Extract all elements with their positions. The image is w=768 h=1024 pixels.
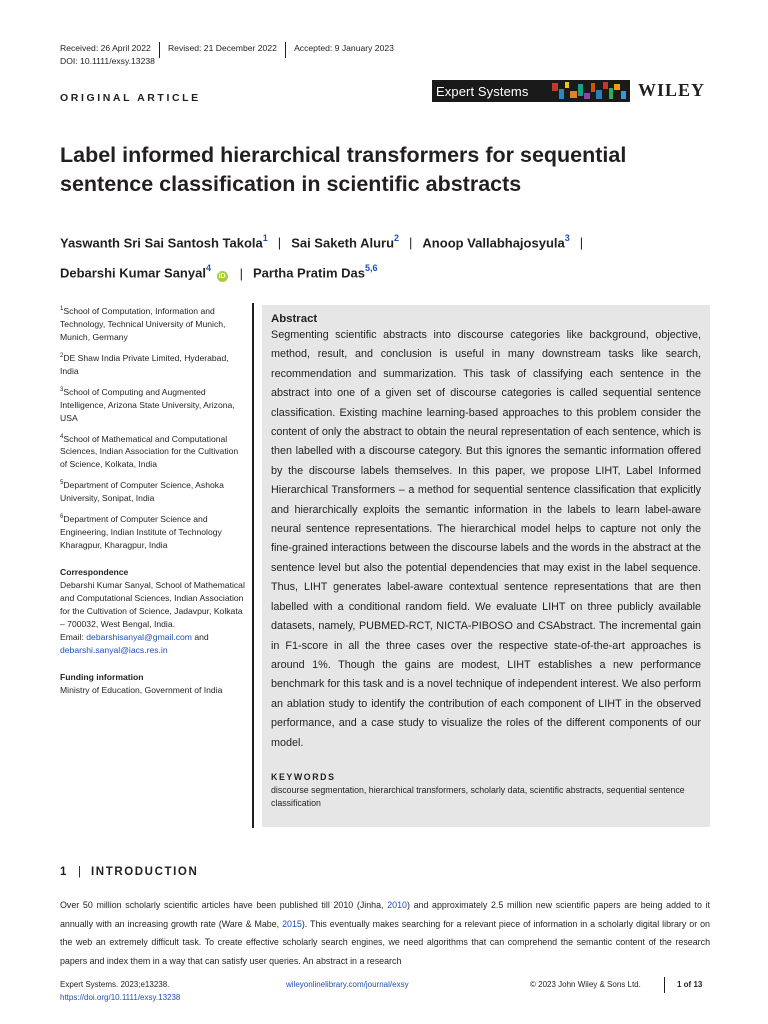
page-number: 1 of 13 [677, 980, 703, 989]
article-type: ORIGINAL ARTICLE [60, 92, 201, 104]
author-name[interactable]: Yaswanth Sri Sai Santosh Takola [60, 235, 263, 251]
journal-url-link[interactable]: wileyonlinelibrary.com/journal/exsy [286, 980, 409, 989]
affiliation-text: School of Mathematical and Computational Sciences, Indian Association for the Cultivation of Science, Kolkata, India [60, 433, 239, 470]
affiliation [60, 350, 246, 378]
author-separator: | [277, 235, 282, 251]
keywords-heading: KEYWORDS [271, 771, 336, 782]
abstract-text: Segmenting scientific abstracts into discourse categories like background, objective, method, result, and conclusion is useful in many downstream tasks like search, recommendation and summarization. This task of classifying each sentence in the abstract into one of a given set of discourse categories is called sequential sentence classification. Existing machine learning-based approaches to this problem consider the content of only the abstract to obtain the neural representation of each sentence, which is then labelled with a discourse category. But this ignores the semantic information offered by the discourse labels themselves. In this paper, we propose LIHT, Label Informed Hierarchical Transformers – a method for sequential sentence classification that explicitly and hierarchically exploits the semantic information in the labels to learn label-aware neural sentence representations. The hierarchical model helps to capture not only the fine-grained interactions between the discourse labels and the words in the abstract at the sentence level but also the potential dependencies that may exist in the label sequence. Thus, LIHT generates label-aware contextual sentence representations that are then labelled with a conditional random field. We evaluate LIHT on three publicly available datasets, namely, PUBMED-RCT, NICTA-PIBOSO and CSAbstract. The incremental gain in F1-score in all the three cases over the respective state-of-the-art approaches is around 1%. Though the gains are modest, LIHT establishes a new performance benchmark for this task and is a novel technique of independent interest. We also perform an ablation study to identify the contribution of each component of LIHT in the observed performance, and a case study to visualize the roles of the different components of our model. [271, 329, 701, 749]
email-link[interactable]: debarshisanyal@gmail.com [86, 632, 192, 643]
introduction-paragraph [60, 896, 710, 970]
divider [159, 42, 160, 58]
affiliation-text: School of Computing and Augmented Intelligence, Arizona State University, Arizona, USA [60, 386, 235, 423]
author-name[interactable]: Debarshi Kumar Sanyal [60, 265, 206, 281]
section-heading [60, 866, 198, 878]
doi: DOI: 10.1111/exsy.13238 [60, 56, 155, 66]
affiliation-text: School of Computation, Information and Technology, Technical University of Munich, Munich, Germany [60, 305, 226, 342]
affiliation [60, 477, 246, 505]
affiliation-number: 3 [60, 386, 64, 393]
affiliation [60, 384, 246, 425]
journal-name: Expert Systems [436, 83, 529, 99]
email-link[interactable]: debarshi.sanyal@iacs.res.in [60, 645, 168, 656]
journal-banner-art-icon [552, 80, 630, 102]
author-separator: | [409, 235, 413, 251]
affiliation-ref[interactable]: 1 [262, 233, 268, 243]
accepted-date: Accepted: 9 January 2023 [294, 43, 394, 53]
revised-date: Revised: 21 December 2022 [167, 43, 277, 53]
affiliation-ref[interactable]: 4 [205, 263, 211, 274]
email-and: and [191, 632, 209, 643]
journal-citation: Expert Systems. 2023;e13238. [60, 980, 170, 989]
correspondence-email [60, 631, 246, 657]
paragraph-text: Over 50 million scholarly scientific articles have been published till 2010 (Jinha, [60, 900, 388, 910]
section-separator: | [78, 866, 81, 878]
affiliation-ref[interactable]: 3 [564, 233, 570, 243]
affiliation [60, 431, 246, 472]
affiliation-number: 6 [60, 514, 64, 521]
abstract-heading: Abstract [271, 313, 318, 325]
correspondence-text: Debarshi Kumar Sanyal, School of Mathematical and Computational Sciences, Indian Association for the Cultivation of Science, Jadavpur, Kolkata – 700032, West Bengal, India. [60, 580, 245, 630]
affiliation-text: Department of Computer Science and Engineering, Indian Institute of Technology Kharagpur, Kharagpur, India [60, 514, 222, 551]
section-title: INTRODUCTION [91, 866, 199, 878]
abstract-box [262, 305, 710, 827]
article-title: Label informed hierarchical transformers for sequential sentence classification in scientific abstracts [60, 143, 627, 196]
paragraph-text: ) and approximately 2.5 million new scientific papers are being added to it annually with an increasing growth rate (Ware & Mabe, [60, 900, 710, 929]
doi-link[interactable]: https://doi.org/10.1111/exsy.13238 [60, 993, 181, 1002]
paragraph-text: ). This eventually makes searching for a relevant piece of information in a scholarly digital library or on the web an extremely difficult task. To create effective scholarly search engines, we need algorithms that can comprehend the semantic content of the research papers and index them in a way that can satisfy user queries. An abstract in a research [60, 918, 710, 966]
affiliation-number: 4 [60, 433, 64, 440]
citation-link[interactable]: 2010 [387, 900, 407, 910]
funding-text: Ministry of Education, Government of India [60, 685, 223, 696]
affiliation-number: 5 [60, 480, 64, 487]
author-name[interactable]: Anoop Vallabhajosyula [422, 235, 565, 251]
author-name[interactable]: Partha Pratim Das [252, 265, 365, 281]
citation-link[interactable]: 2015 [282, 918, 302, 929]
received-date: Received: 26 April 2022 [60, 43, 151, 53]
divider [285, 42, 286, 58]
affiliation-number: 1 [60, 306, 64, 312]
author-separator: | [579, 235, 584, 251]
affiliation-number: 2 [60, 352, 64, 359]
section-number: 1 [60, 866, 68, 878]
orcid-icon[interactable]: iD [218, 272, 226, 280]
affiliation-text: DE Shaw India Private Limited, Hyderabad, India [60, 352, 229, 376]
author-list [60, 226, 720, 287]
correspondence-heading: Correspondence [60, 567, 129, 578]
funding-heading: Funding information [60, 672, 144, 683]
affiliation [60, 511, 246, 552]
keywords-text: discourse segmentation, hierarchical transformers, scholarly data, scientific abstracts, sequential sentence classification [271, 784, 685, 808]
author-name[interactable]: Sai Saketh Aluru [291, 235, 395, 251]
affiliation-ref[interactable]: 5,6 [364, 263, 378, 274]
affiliation-ref[interactable]: 2 [394, 233, 400, 243]
affiliation [60, 303, 246, 344]
publication-dates [60, 38, 402, 58]
affiliations-column [60, 303, 246, 697]
affiliation-text: Department of Computer Science, Ashoka University, Sonipat, India [60, 480, 224, 504]
copyright: © 2023 John Wiley & Sons Ltd. [530, 980, 641, 989]
column-divider [252, 303, 254, 828]
email-prefix: Email: [60, 632, 87, 643]
divider [664, 977, 665, 993]
journal-banner[interactable] [432, 80, 630, 102]
wiley-logo: WILEY [638, 80, 706, 100]
author-separator: | [239, 265, 243, 281]
